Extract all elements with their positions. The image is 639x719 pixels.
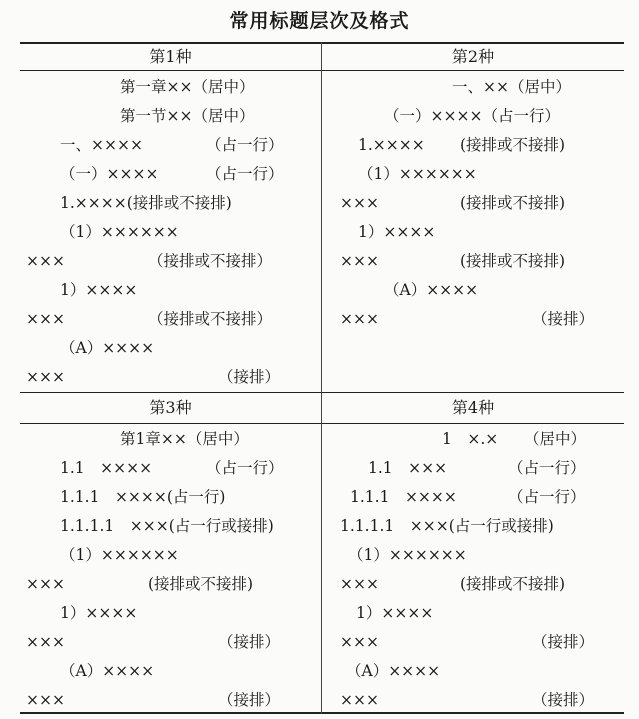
list-item: 1.××××(接排或不接排) — [60, 194, 232, 212]
list-item: ××× （接排） — [26, 633, 281, 651]
header-type-1: 第1种 — [149, 47, 192, 66]
list-item: 1.1.1 ××××(占一行) — [60, 488, 226, 506]
list-item: ××× (接排或不接排) — [340, 252, 566, 270]
list-item: 1）×××× — [60, 604, 138, 622]
list-item: ××× (接排或不接排) — [340, 194, 566, 212]
rule-middle — [20, 392, 624, 393]
list-item: （1）×××××× — [60, 223, 179, 241]
list-item: （A）×××× — [346, 662, 441, 680]
list-item: （1）×××××× — [348, 546, 467, 564]
page-title: 常用标题层次及格式 — [229, 10, 410, 32]
panel-type-2 — [322, 73, 622, 334]
list-item: 1.1.1.1 ×××(占一行或接排) — [60, 517, 274, 535]
list-item: 1.1 ×××× （占一行） — [60, 459, 284, 477]
list-item: ××× （接排） — [26, 691, 281, 709]
list-item: （A）×××× — [60, 339, 155, 357]
panel-type-1 — [20, 73, 320, 392]
list-item: （一）××××（占一行） — [384, 107, 560, 125]
header-type-4: 第4种 — [451, 398, 495, 417]
list-item: （1）×××××× — [60, 546, 179, 564]
list-item: （A）×××× — [384, 281, 479, 299]
heading-format-table — [20, 42, 624, 714]
list-item: 1.1.1 ×××× （占一行） — [350, 488, 586, 506]
list-item: 1）×××× — [356, 604, 434, 622]
list-item: 1 ×.× （居中） — [442, 430, 587, 448]
list-item: 1）×××× — [358, 223, 436, 241]
list-item: ××× （接排） — [340, 310, 595, 328]
list-item: 一、×××× （占一行） — [60, 136, 284, 154]
list-item: 1.1.1.1 ×××(占一行或接排) — [340, 517, 554, 535]
list-item: 1.×××× (接排或不接排) — [358, 136, 566, 154]
list-item: 1）×××× — [60, 281, 138, 299]
panel-type-3 — [20, 425, 320, 715]
list-item: 第一章××（居中） — [120, 78, 255, 96]
list-item: 1.1 ××× （占一行） — [368, 459, 586, 477]
header-type-2: 第2种 — [451, 47, 495, 66]
list-item: ××× （接排） — [340, 691, 595, 709]
list-item: 第一节××（居中） — [120, 107, 255, 125]
list-item: （1）×××××× — [358, 165, 477, 183]
list-item: ××× （接排） — [26, 368, 281, 386]
list-item: 一、××（居中） — [452, 78, 571, 96]
list-item: ××× (接排或不接排) — [26, 575, 254, 593]
list-item: ××× （接排或不接排） — [26, 310, 273, 328]
list-item: （A）×××× — [60, 662, 155, 680]
header-type-3: 第3种 — [149, 398, 192, 417]
panel-type-4 — [322, 425, 622, 715]
list-item: ××× （接排） — [340, 633, 595, 651]
list-item: ××× (接排或不接排) — [340, 575, 566, 593]
list-item: ××× （接排或不接排） — [26, 252, 273, 270]
list-item: 第1章××（居中） — [120, 430, 249, 448]
rule-header-2 — [20, 423, 624, 424]
list-item: （一）×××× （占一行） — [60, 165, 284, 183]
